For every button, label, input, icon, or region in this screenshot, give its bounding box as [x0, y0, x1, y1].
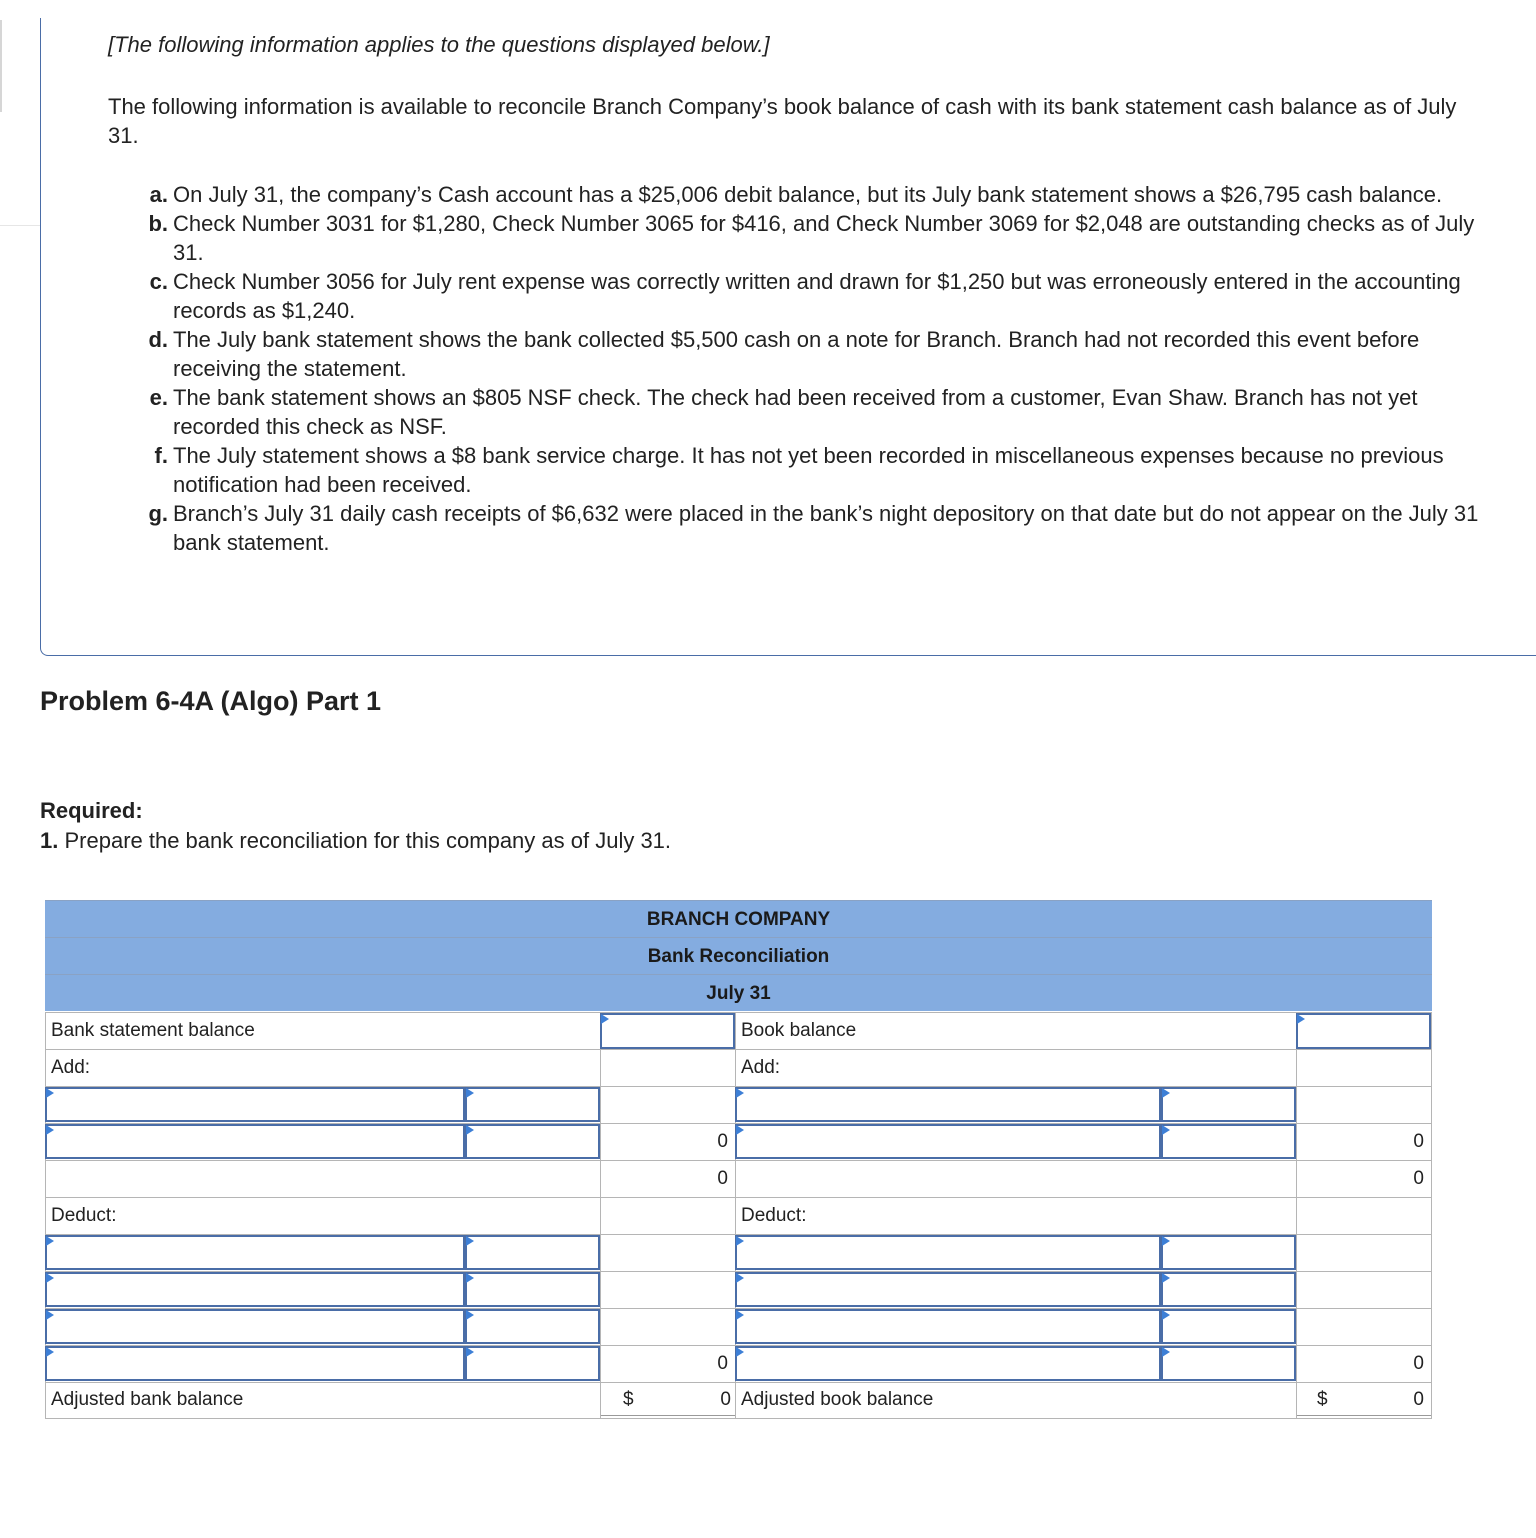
book-add-amount-input[interactable]	[1161, 1087, 1296, 1122]
input-marker-icon	[736, 1125, 744, 1135]
book-add-description-input[interactable]	[735, 1124, 1161, 1159]
input-marker-icon	[736, 1310, 744, 1320]
required-label: Required:	[40, 798, 143, 823]
row-divider	[45, 1382, 1432, 1383]
input-marker-icon	[466, 1310, 474, 1320]
book-deduct-amount-input[interactable]	[1161, 1346, 1296, 1381]
book-add-amount-input[interactable]	[1161, 1124, 1296, 1159]
input-marker-icon	[1162, 1125, 1170, 1135]
info-note: [The following information applies to the questions displayed below.]	[108, 32, 770, 57]
item-text: Branch’s July 31 daily cash receipts of $6,632 were placed in the bank’s night depository on that date but do not appear on the July 31 bank statement.	[173, 501, 1479, 555]
bank-add-total: 0	[717, 1168, 728, 1189]
book-deduct-description-input[interactable]	[735, 1309, 1161, 1344]
column-divider	[600, 1012, 601, 1419]
adjusted-book-balance-label: Adjusted book balance	[741, 1389, 934, 1410]
required-instruction	[40, 828, 671, 854]
list-item	[140, 180, 1480, 209]
book-deduct-description-input[interactable]	[735, 1272, 1161, 1307]
input-marker-icon	[736, 1273, 744, 1283]
bank-add-description-input[interactable]	[45, 1087, 465, 1122]
item-letter: e.	[149, 385, 168, 410]
item-letter: b.	[148, 211, 168, 236]
book-balance-input[interactable]	[1296, 1013, 1431, 1049]
input-marker-icon	[1297, 1014, 1305, 1024]
list-item	[140, 267, 1480, 325]
book-balance-label: Book balance	[741, 1020, 857, 1041]
adjusted-bank-balance-label: Adjusted bank balance	[51, 1389, 244, 1410]
row-divider	[45, 1197, 1432, 1198]
bank-deduct-amount-input[interactable]	[465, 1272, 600, 1307]
adjusted-book-balance-value: 0	[1413, 1389, 1424, 1410]
book-deduct-description-input[interactable]	[735, 1235, 1161, 1270]
input-marker-icon	[466, 1088, 474, 1098]
book-add-subtotal: 0	[1413, 1131, 1424, 1152]
book-add-total: 0	[1413, 1168, 1424, 1189]
list-item	[140, 325, 1480, 383]
book-add-description-input[interactable]	[735, 1087, 1161, 1122]
input-marker-icon	[1162, 1088, 1170, 1098]
input-marker-icon	[466, 1347, 474, 1357]
left-edge-divider	[0, 225, 40, 226]
header-company: BRANCH COMPANY	[45, 900, 1432, 937]
list-item	[140, 441, 1480, 499]
problem-title: Problem 6-4A (Algo) Part 1	[40, 686, 382, 716]
book-currency-symbol: $	[1317, 1389, 1328, 1410]
item-text: The July statement shows a $8 bank service charge. It has not yet been recorded in miscellaneous expenses because no previous notification had been received.	[173, 443, 1444, 497]
input-marker-icon	[46, 1236, 54, 1246]
book-deduct-amount-input[interactable]	[1161, 1309, 1296, 1344]
item-text: On July 31, the company’s Cash account has a $25,006 debit balance, but its July bank statement shows a $26,795 cash balance.	[173, 182, 1443, 207]
input-marker-icon	[736, 1347, 744, 1357]
item-text: The bank statement shows an $805 NSF check. The check had been received from a customer, Evan Shaw. Branch has not yet recorded this check as NSF.	[173, 385, 1418, 439]
bank-deduct-amount-input[interactable]	[465, 1235, 600, 1270]
bank-add-amount-input[interactable]	[465, 1087, 600, 1122]
bank-deduct-amount-input[interactable]	[465, 1309, 600, 1344]
row-divider	[45, 1049, 1432, 1050]
bank-add-subtotal: 0	[717, 1131, 728, 1152]
input-marker-icon	[1162, 1273, 1170, 1283]
row-divider	[45, 1160, 1432, 1161]
item-text: Check Number 3056 for July rent expense was correctly written and drawn for $1,250 but was erroneously entered in the accounting records as $1,240.	[173, 269, 1461, 323]
column-divider	[1296, 1012, 1297, 1419]
input-marker-icon	[466, 1125, 474, 1135]
item-letter: f.	[154, 443, 168, 468]
bank-add-amount-input[interactable]	[465, 1124, 600, 1159]
item-letter: a.	[149, 182, 168, 207]
required-text: Prepare the bank reconciliation for this company as of July 31.	[64, 828, 672, 853]
bank-deduct-label: Deduct:	[51, 1205, 117, 1226]
column-divider	[1431, 1012, 1432, 1419]
bank-statement-balance-label: Bank statement balance	[51, 1020, 255, 1041]
input-marker-icon	[736, 1088, 744, 1098]
bank-deduct-description-input[interactable]	[45, 1272, 465, 1307]
item-letter: d.	[148, 327, 168, 352]
input-marker-icon	[601, 1014, 609, 1024]
input-marker-icon	[1162, 1310, 1170, 1320]
book-deduct-description-input[interactable]	[735, 1346, 1161, 1381]
input-marker-icon	[46, 1125, 54, 1135]
adjusted-bank-balance-value: 0	[720, 1389, 731, 1410]
bank-statement-balance-input[interactable]	[600, 1013, 735, 1049]
list-item	[140, 209, 1480, 267]
bank-deduct-description-input[interactable]	[45, 1235, 465, 1270]
book-deduct-amount-input[interactable]	[1161, 1272, 1296, 1307]
bank-deduct-description-input[interactable]	[45, 1346, 465, 1381]
book-deduct-subtotal: 0	[1413, 1353, 1424, 1374]
item-letter: g.	[148, 501, 168, 526]
book-deduct-amount-input[interactable]	[1161, 1235, 1296, 1270]
intro-paragraph: The following information is available to reconcile Branch Company’s book balance of cash with its bank statement cash balance as of July 31.	[108, 94, 1457, 148]
total-underline	[601, 1415, 735, 1416]
bank-reconciliation-table	[45, 900, 1432, 1420]
row-divider	[45, 1012, 1432, 1013]
book-deduct-label: Deduct:	[741, 1205, 807, 1226]
input-marker-icon	[46, 1273, 54, 1283]
input-marker-icon	[466, 1236, 474, 1246]
item-text: Check Number 3031 for $1,280, Check Number 3065 for $416, and Check Number 3069 for $2,048 are outstanding checks as of July 31.	[173, 211, 1475, 265]
bank-deduct-amount-input[interactable]	[465, 1346, 600, 1381]
total-underline	[1297, 1415, 1431, 1416]
item-text: The July bank statement shows the bank collected $5,500 cash on a note for Branch. Branch had not recorded this event before receiving the statement.	[173, 327, 1420, 381]
header-date: July 31	[45, 974, 1432, 1011]
list-item	[140, 383, 1480, 441]
item-letter: c.	[149, 269, 168, 294]
input-marker-icon	[1162, 1347, 1170, 1357]
book-add-label: Add:	[741, 1057, 781, 1078]
input-marker-icon	[1162, 1236, 1170, 1246]
input-marker-icon	[46, 1310, 54, 1320]
bank-deduct-description-input[interactable]	[45, 1309, 465, 1344]
list-item	[140, 499, 1480, 557]
facts-list	[140, 180, 1480, 557]
input-marker-icon	[46, 1088, 54, 1098]
input-marker-icon	[46, 1347, 54, 1357]
bank-currency-symbol: $	[623, 1389, 634, 1410]
input-marker-icon	[736, 1236, 744, 1246]
left-edge-marker	[0, 20, 2, 112]
input-marker-icon	[466, 1273, 474, 1283]
bank-deduct-subtotal: 0	[717, 1353, 728, 1374]
bank-add-label: Add:	[51, 1057, 91, 1078]
required-number: 1.	[40, 828, 59, 853]
header-title: Bank Reconciliation	[45, 937, 1432, 974]
row-divider	[45, 1418, 1432, 1419]
bank-add-description-input[interactable]	[45, 1124, 465, 1159]
